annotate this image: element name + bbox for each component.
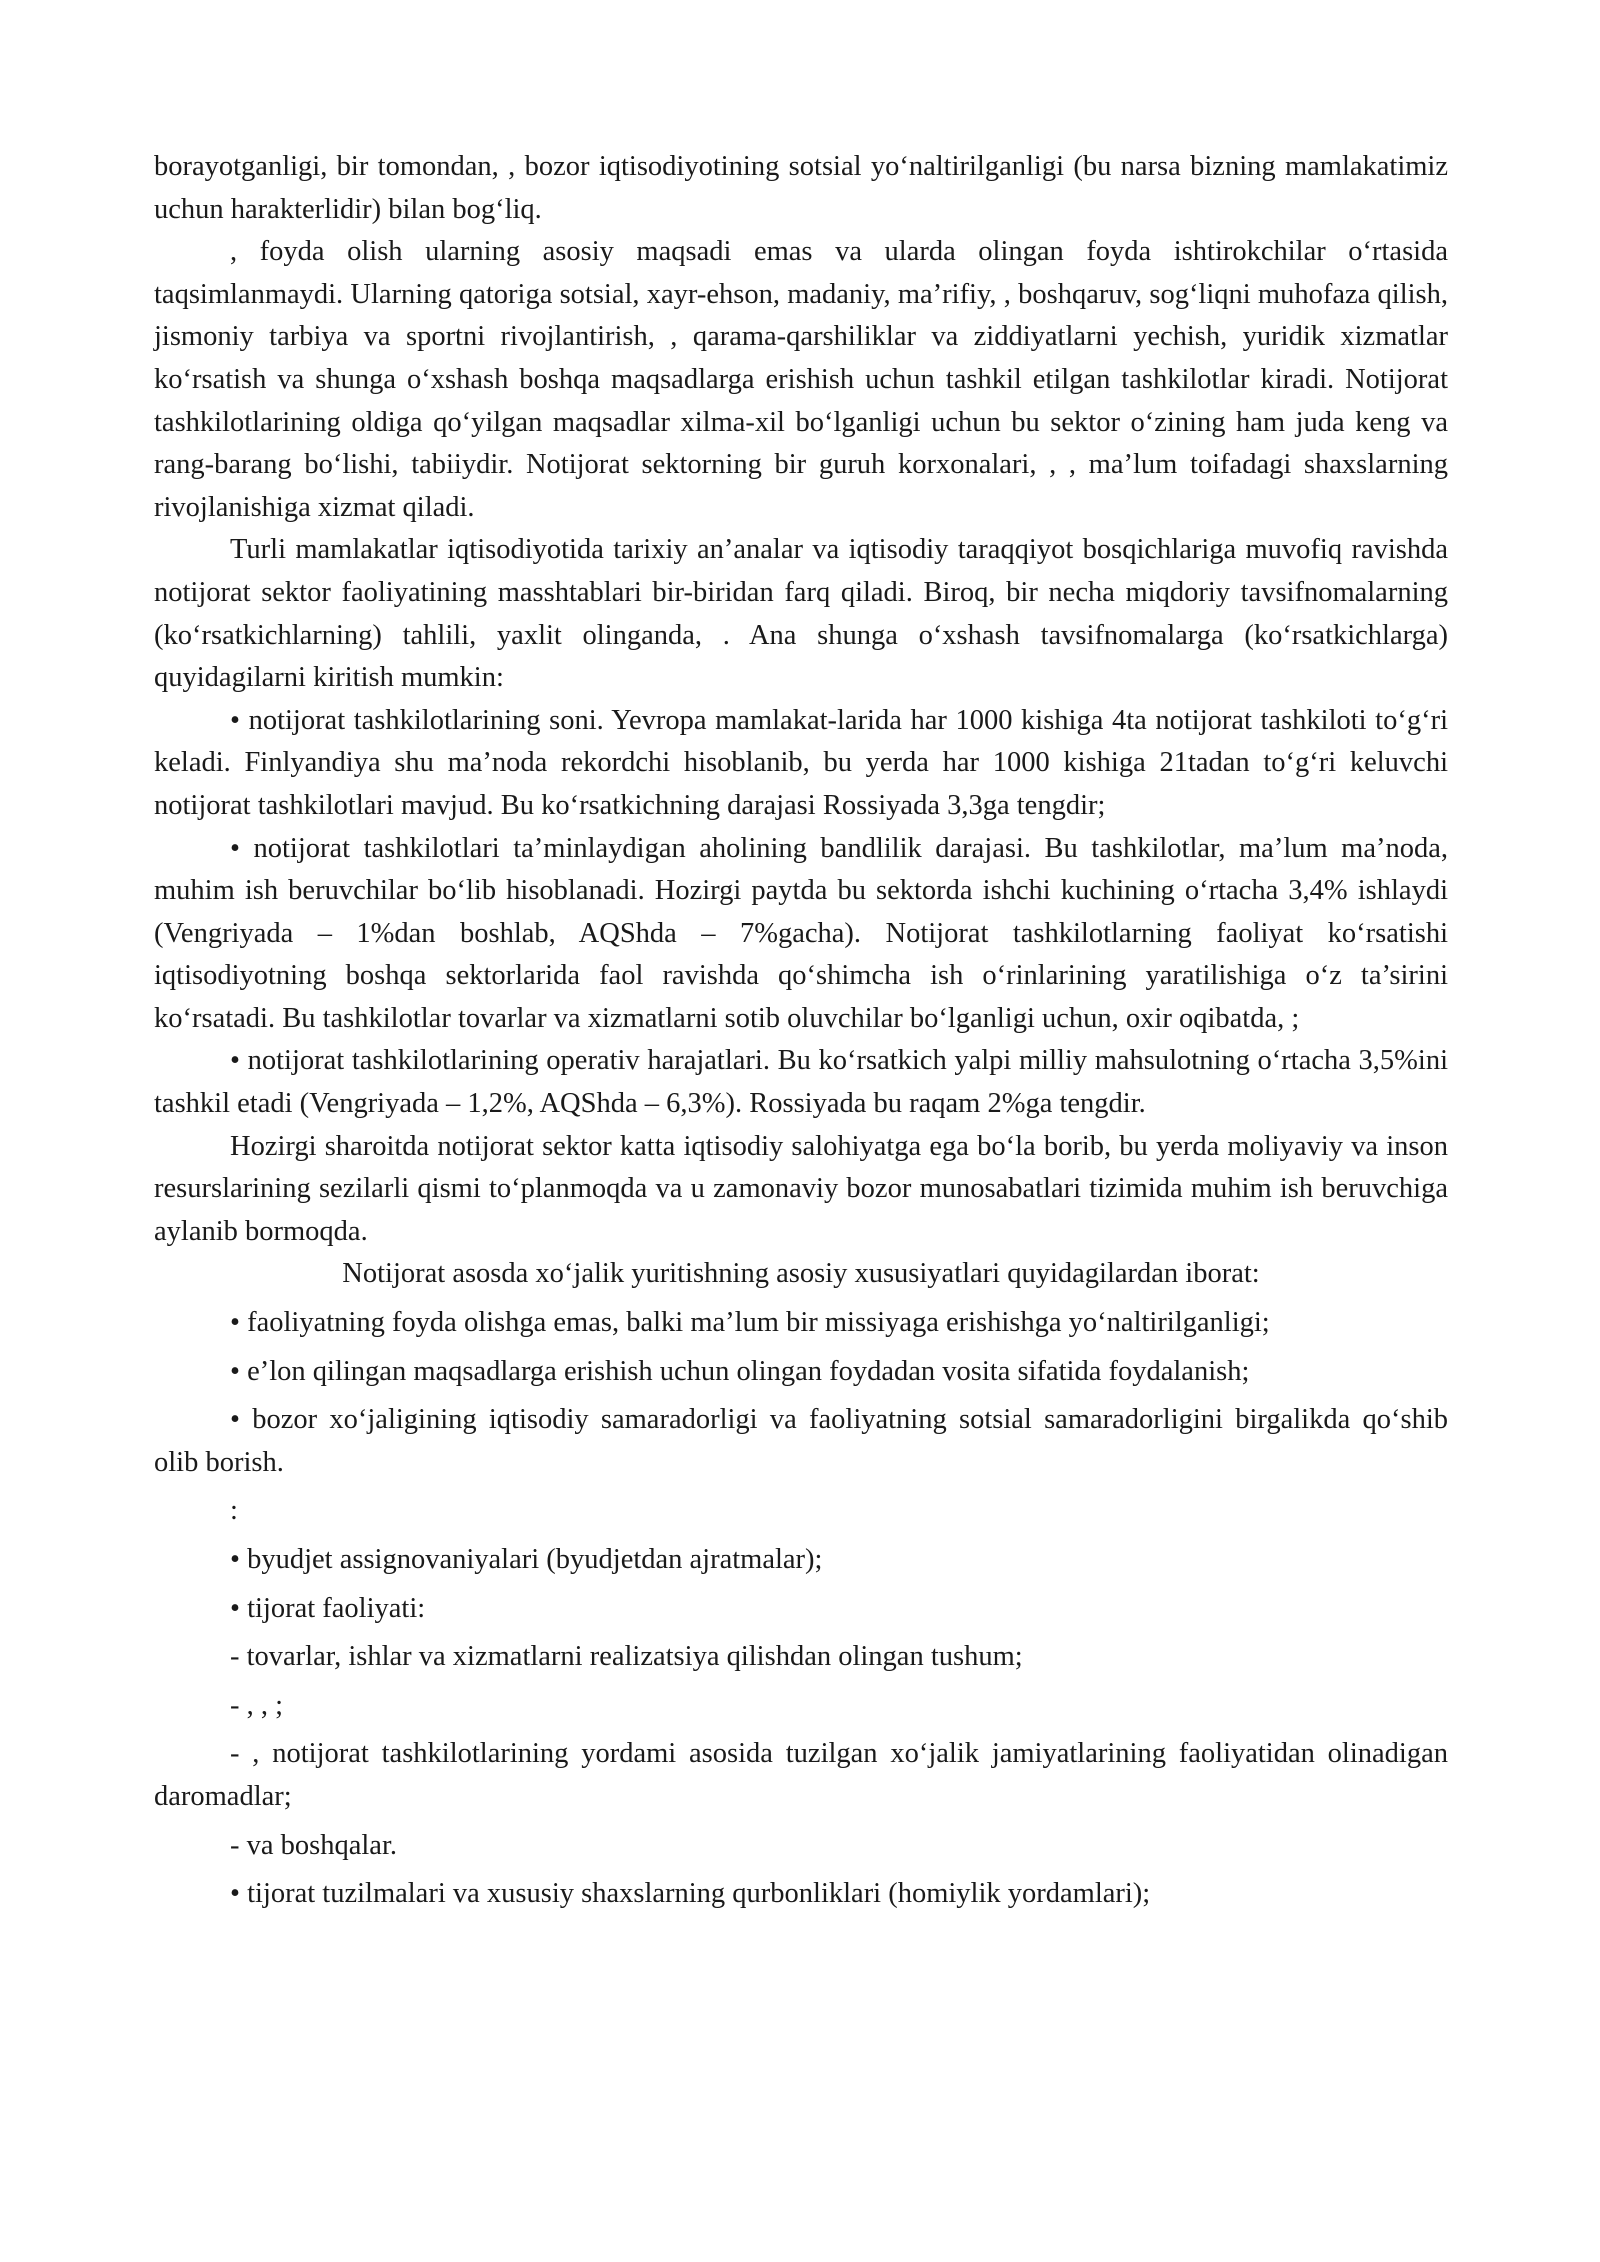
bullet-operating-expenses: • notijorat tashkilotlarining operativ harajatlari. Bu ko‘rsatkich yalpi milliy mahsulotning o‘rtacha 3,5%ini tashkil etadi (Vengriyada – 1,2%, AQShda – 6,3%). Rossiyada bu raqam 2%ga tengdir. <box>154 1045 1448 1120</box>
bullet-budget-allocations: • byudjet assignovaniyalari (byudjetdan ajratmalar); <box>230 1544 823 1575</box>
paragraph-continuation: borayotganligi, bir tomondan, , bozor iqtisodiyotining sotsial yo‘naltirilganligi (bu narsa bizning mamlakatimiz uchun harakterlidir) bilan bog‘liq. <box>154 151 1448 225</box>
dash-item-business-income: - , notijorat tashkilotlarining yordami asosida tuzilgan xo‘jalik jamiyatlarining faoliyatidan olinadigan daromadlar; <box>154 1738 1448 1812</box>
bullet-commercial-activity: • tijorat faoliyati: <box>230 1592 426 1624</box>
bullet-organization-count: • notijorat tashkilotlarining soni. Yevropa mamlakat-larida har 1000 kishiga 4ta notijorat tashkiloti to‘g‘ri keladi. Finlyandiya shu ma’noda rekordchi hisoblanib, bu yerda har 1000 kishiga 21tadan to‘g‘ri keluvchi notijorat tashkilotlari mavjud. Bu ko‘rsatkichning darajasi Rossiyada 3,3ga tengdir; <box>154 704 1448 821</box>
paragraph-colon: : <box>230 1495 238 1527</box>
dash-item-sales-revenue: - tovarlar, ishlar va xizmatlarni realizatsiya qilishdan olingan tushum; <box>230 1641 1023 1673</box>
section-heading-features: Notijorat asosda xo‘jalik yuritishning asosiy xususiyatlari quyidagilardan iborat: <box>342 1258 1260 1290</box>
paragraph-nonprofit-goals: , foyda olish ularning asosiy maqsadi emas va ularda olingan foyda ishtirokchilar o‘rtasida taqsimlanmaydi. Ularning qatoriga sotsial, xayr-ehson, madaniy, ma’rifiy, , boshqaruv, sog‘liqni muhofaza qilish, jismoniy tarbiya va sportni rivojlantirish, , qarama-qarshiliklar va ziddiyatlarni yechish, yuridik xizmatlar ko‘rsatish va shunga o‘xshash boshqa maqsadlarga erishish uchun tashkil etilgan tashkilotlar kiradi. Notijorat tashkilotlarining oldiga qo‘yilgan maqsadlar xilma-xil bo‘lganligi uchun bu sektor o‘zining ham juda keng va rang-barang bo‘lishi, tabiiydir. Notijorat sektorning bir guruh korxonalari, , , ma’lum toifadagi shaxslarning rivojlanishiga xizmat qiladi. <box>154 236 1448 523</box>
bullet-employment-level: • notijorat tashkilotlari ta’minlaydigan aholining bandlilik darajasi. Bu tashkilotlar, ma’lum ma’noda, muhim ish beruvchilar bo‘lib hisoblanadi. Hozirgi paytda bu sektorda ishchi kuchining o‘rtacha 3,4% ishlaydi (Vengriyada – 1%dan boshlab, AQShda – 7%gacha). Notijorat tashkilotlarning faoliyat ko‘rsatishi iqtisodiyotning boshqa sektorlarida faol ravishda qo‘shimcha ish o‘rinlarining yaratilishiga o‘z ta’sirini ko‘rsatadi. Bu tashkilotlar tovarlar va xizmatlarni sotib oluvchilar bo‘lganligi uchun, oxir oqibatda, ; <box>154 832 1448 1034</box>
paragraph-current-conditions: Hozirgi sharoitda notijorat sektor katta iqtisodiy salohiyatga ega bo‘la borib, bu yerda moliyaviy va inson resurslarining sezilarli qismi to‘planmoqda va u zamonaviy bozor munosabatlari tizimida muhim ish beruvchiga aylanib bormoqda. <box>154 1130 1448 1247</box>
paragraph-country-differences: Turli mamlakatlar iqtisodiyotida tarixiy an’analar va iqtisodiy taraqqiyot bosqichlariga muvofiq ravishda notijorat sektor faoliyatining masshtablari bir-biridan farq qiladi. Biroq, bir necha miqdoriy tavsifnomalarning (ko‘rsatkichlarning) tahlili, yaxlit olinganda, . Ana shunga o‘xshash tavsifnomalarga (ko‘rsatkichlarga) quyidagilarni kiritish mumkin: <box>154 534 1448 694</box>
dash-item-others: - va boshqalar. <box>230 1829 397 1861</box>
dash-item-empty: - , , ; <box>230 1689 284 1721</box>
document-page <box>154 146 1448 1916</box>
bullet-feature-efficiency: • bozor xo‘jaligining iqtisodiy samaradorligi va faoliyatning sotsial samaradorligini birgalikda qo‘shib olib borish. <box>154 1404 1448 1478</box>
bullet-feature-mission: • faoliyatning foyda olishga emas, balki ma’lum bir missiyaga erishishga yo‘naltirilganligi; <box>230 1307 1270 1339</box>
bullet-donations: • tijorat tuzilmalari va xususiy shaxslarning qurbonliklari (homiylik yordamlari); <box>230 1878 1151 1910</box>
bullet-feature-profit-use: • e’lon qilingan maqsadlarga erishish uchun olingan foydadan vosita sifatida foydalanish; <box>230 1355 1250 1387</box>
